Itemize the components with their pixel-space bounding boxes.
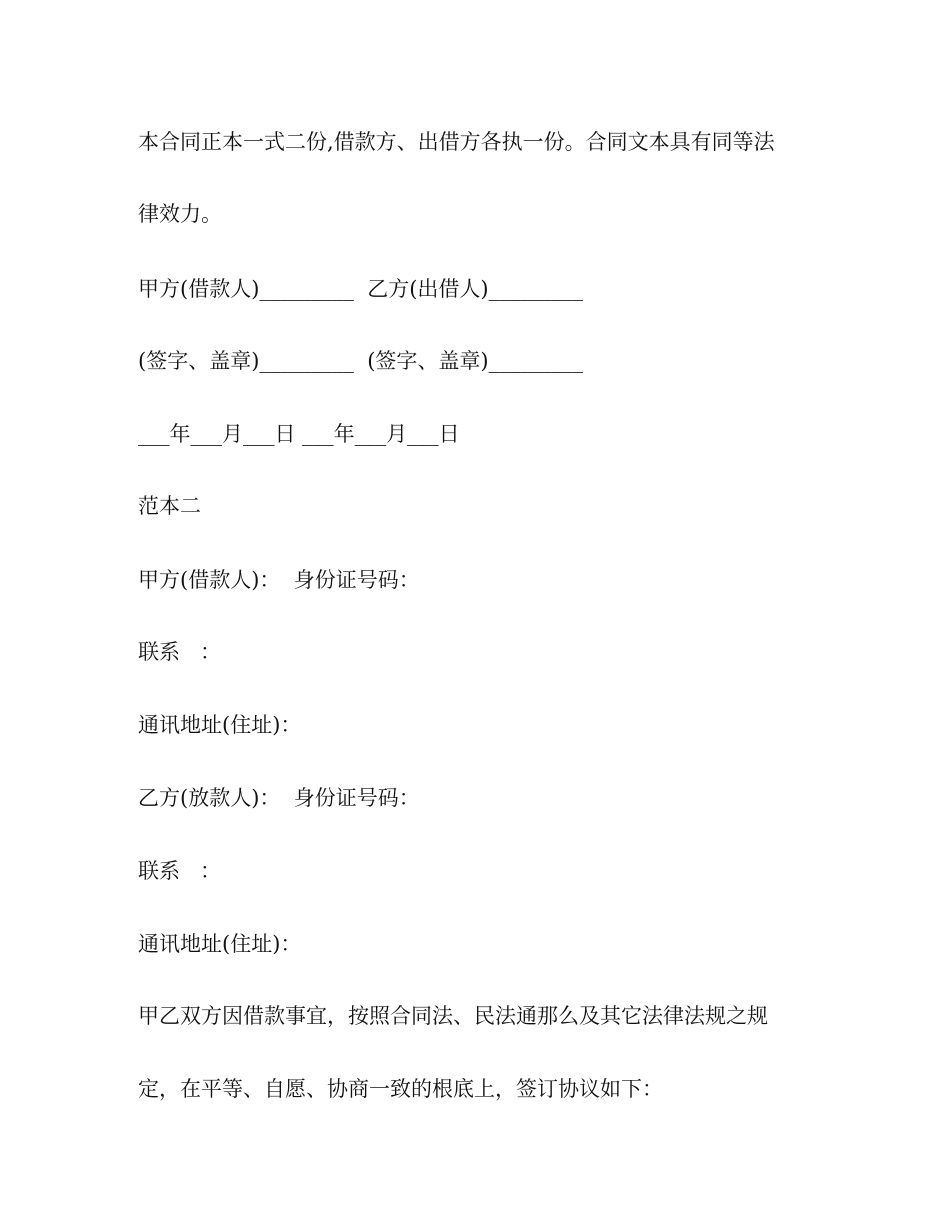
- signature-seal-line: (签字、盖章)_________ (签字、盖章)_________: [138, 349, 584, 373]
- signature-parties-line: 甲方(借款人)_________ 乙方(出借人)_________: [138, 277, 584, 301]
- paragraph-copies-line-1: 本合同正本一式二份,借款方、出借方各执一份。合同文本具有同等法: [138, 130, 775, 154]
- party-b-address-line: 通讯地址(住址)：: [138, 932, 302, 956]
- agreement-intro-line-1: 甲乙双方因借款事宜，按照合同法、民法通那么及其它法律法规之规: [138, 1004, 768, 1028]
- party-b-contact-line: 联系 ：: [138, 859, 222, 883]
- section-heading-template-two: 范本二: [138, 494, 201, 518]
- party-b-id-line: 乙方(放款人)： 身份证号码：: [138, 786, 420, 810]
- signature-date-line: ___年___月___日 ___年___月___日: [138, 422, 460, 446]
- agreement-intro-line-2: 定，在平等、自愿、协商一致的根底上，签订协议如下：: [138, 1077, 663, 1101]
- party-a-address-line: 通讯地址(住址)：: [138, 713, 302, 737]
- party-a-id-line: 甲方(借款人)： 身份证号码：: [138, 568, 420, 592]
- paragraph-copies-line-2: 律效力。: [138, 202, 222, 226]
- party-a-contact-line: 联系 ：: [138, 640, 222, 664]
